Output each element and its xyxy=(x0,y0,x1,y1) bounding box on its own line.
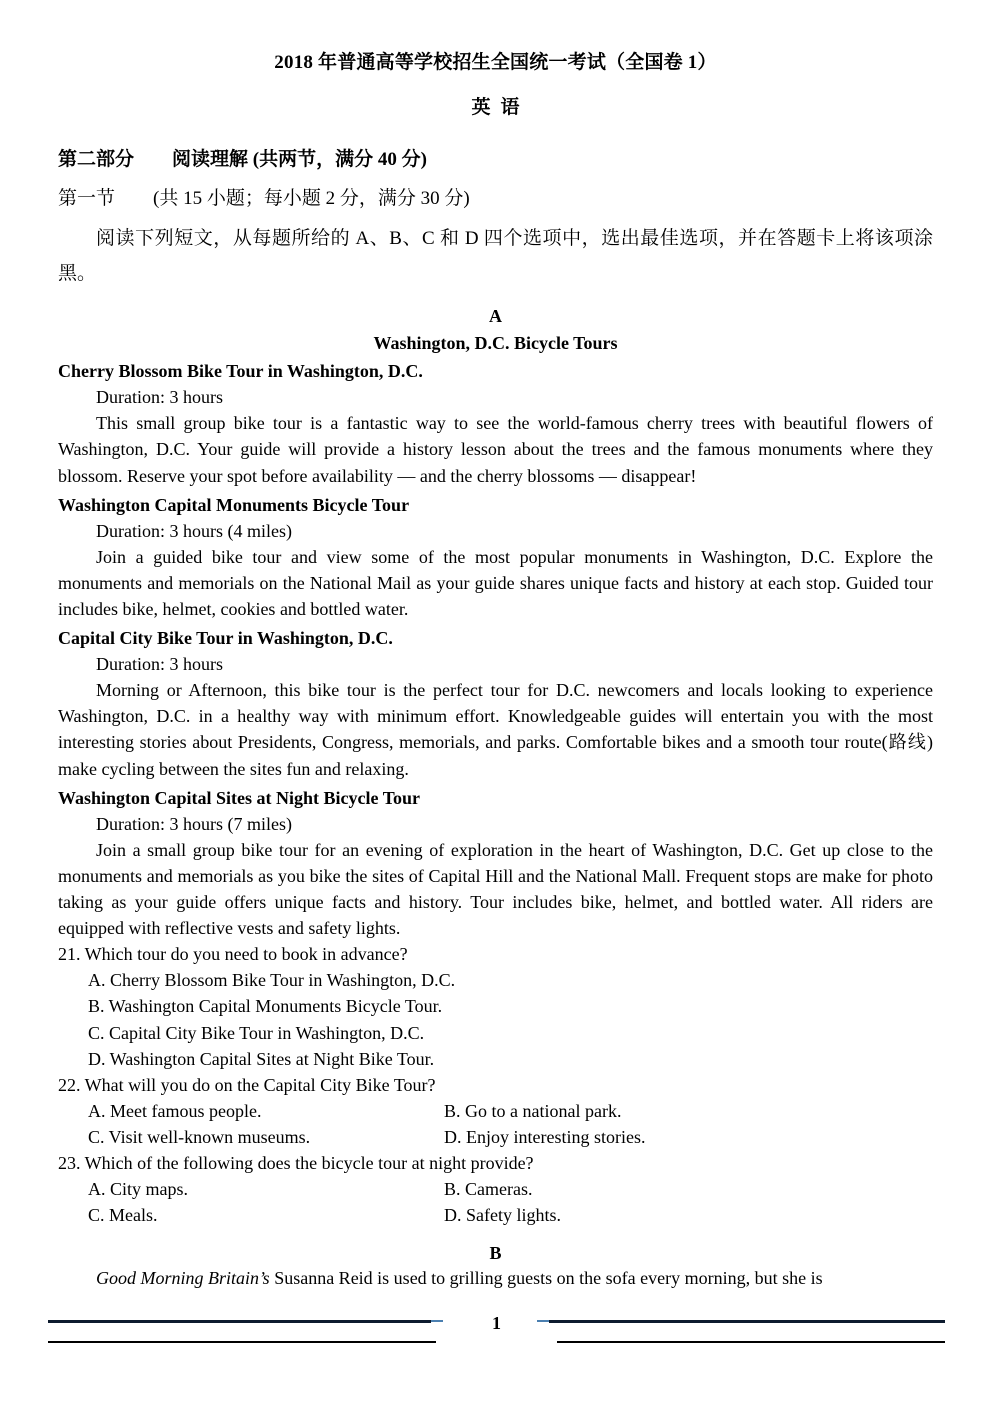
footer-rule-left-black xyxy=(48,1341,436,1343)
subject-char-2: 语 xyxy=(500,96,520,118)
question-21-option-d[interactable]: D. Washington Capital Sites at Night Bike Tour. xyxy=(88,1048,435,1069)
tour-body-3: Morning or Afternoon, this bike tour is the perfect tour for D.C. newcomers and locals looking to experience Washington, D.C. in a healthy way with minimum effort. Knowledgeable guides will entertain you with the most interesting stories about Presidents, Congress, memorials, and parks. Comfortable bikes and a smooth tour route(路线) make cycling between the sites fun and relaxing. xyxy=(58,680,933,779)
tour-heading-3: Capital City Bike Tour in Washington, D.C. xyxy=(58,628,393,649)
section-heading: 第一节 (共 15 小题；每小题 2 分，满分 30 分) xyxy=(58,188,470,210)
question-22-option-row-2 xyxy=(58,1124,933,1150)
question-23-option-b[interactable]: B. Cameras. xyxy=(444,1178,533,1199)
question-21-option-b[interactable]: B. Washington Capital Monuments Bicycle Tour. xyxy=(88,996,443,1017)
passage-a-title: Washington, D.C. Bicycle Tours xyxy=(373,332,618,353)
tour-heading-4: Washington Capital Sites at Night Bicycle Tour xyxy=(58,787,421,808)
page-title: 2018 年普通高等学校招生全国统一考试（全国卷 1） xyxy=(274,52,717,73)
question-22-option-a[interactable]: A. Meet famous people. xyxy=(88,1100,262,1121)
question-21-option-c[interactable]: C. Capital City Bike Tour in Washington, D.C. xyxy=(88,1022,425,1043)
footer-rule-right-black xyxy=(557,1341,945,1343)
instruction-text: 阅读下列短文，从每题所给的 A、B、C 和 D 四个选项中，选出最佳选项，并在答题卡上将该项涂黑。 xyxy=(58,228,933,285)
tour-heading-1: Cherry Blossom Bike Tour in Washington, D.C. xyxy=(58,361,423,382)
passage-letter-b: B xyxy=(489,1242,502,1263)
passage-b-body-rest: Susanna Reid is used to grilling guests on the sofa every morning, but she is xyxy=(269,1268,823,1289)
passage-b-body xyxy=(58,1265,933,1291)
page-content xyxy=(58,0,933,1291)
question-21-stem: 21. Which tour do you need to book in advance? xyxy=(58,944,408,965)
question-23-option-row-2 xyxy=(58,1202,933,1228)
question-23-option-c[interactable]: C. Meals. xyxy=(88,1204,158,1225)
question-23-option-d[interactable]: D. Safety lights. xyxy=(444,1204,561,1225)
question-21-option-a[interactable]: A. Cherry Blossom Bike Tour in Washington, D.C. xyxy=(88,970,456,991)
tour-heading-2: Washington Capital Monuments Bicycle Tour xyxy=(58,494,410,515)
question-22-option-d[interactable]: D. Enjoy interesting stories. xyxy=(444,1126,646,1147)
tour-duration-3: Duration: 3 hours xyxy=(96,654,223,675)
passage-letter-a: A xyxy=(489,306,502,327)
question-23-option-a[interactable]: A. City maps. xyxy=(88,1178,189,1199)
question-22-stem: 22. What will you do on the Capital City Bike Tour? xyxy=(58,1074,436,1095)
page-footer xyxy=(0,1308,993,1354)
question-22-option-row-1 xyxy=(58,1098,933,1124)
question-23-option-row-1 xyxy=(58,1176,933,1202)
subject-char-1: 英 xyxy=(471,96,491,118)
tour-duration-1: Duration: 3 hours xyxy=(96,387,223,408)
question-22-option-c[interactable]: C. Visit well-known museums. xyxy=(88,1126,311,1147)
tour-body-1: This small group bike tour is a fantastic way to see the world-famous cherry trees with beautiful flowers of Washington, D.C. Your guide will provide a history lesson about the trees and the famous monuments where they blossom. Reserve your spot before availability — and the cherry blossoms — disappear! xyxy=(58,413,933,486)
tour-body-4: Join a small group bike tour for an evening of exploration in the heart of Washington, D.C. Get up close to the monuments and memorials as you bike the sites of Capital Hill and the National Mall. Frequent stops are make for photo taking as your guide offers unique facts and history. Tour includes bike, helmet, and bottled water. All riders are equipped with reflective vests and safety lights. xyxy=(58,839,933,939)
tour-duration-4: Duration: 3 hours (7 miles) xyxy=(96,813,292,834)
part-heading: 第二部分 阅读理解 (共两节，满分 40 分) xyxy=(58,148,427,170)
passage-b-italic-title: Good Morning Britain’s xyxy=(96,1268,270,1289)
tour-duration-2: Duration: 3 hours (4 miles) xyxy=(96,520,292,541)
page-number: 1 xyxy=(492,1313,501,1333)
subject-title xyxy=(58,97,933,120)
question-23-stem: 23. Which of the following does the bicycle tour at night provide? xyxy=(58,1152,534,1173)
question-22-option-b[interactable]: B. Go to a national park. xyxy=(444,1100,622,1121)
tour-body-2: Join a guided bike tour and view some of the most popular monuments in Washington, D.C. Explore the monuments and memorials on the National Mail as your guide shares unique facts and history at each stop. Guided tour includes bike, helmet, cookies and bottled water. xyxy=(58,546,933,619)
